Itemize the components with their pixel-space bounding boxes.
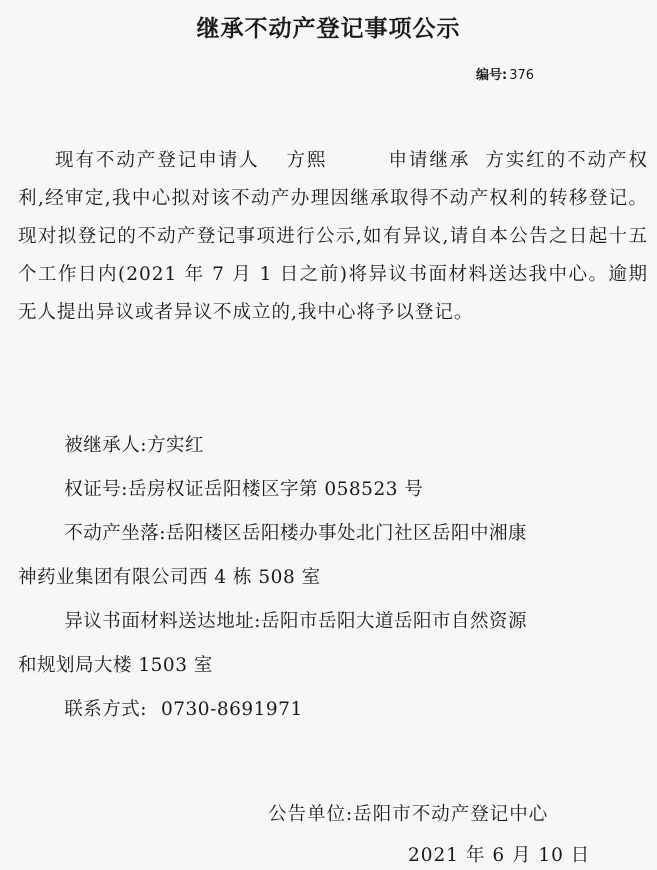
field-objection-address [18,600,648,644]
field-location-continued [18,556,648,600]
address-value-line1: 岳阳市岳阳大道岳阳市自然资源 [260,611,527,632]
contact-label: 联系方式: [64,699,147,720]
applicant-intro: 现有不动产登记申请人 [55,150,260,171]
heir-value: 方实红 [146,435,204,456]
notice-paragraph [18,142,648,332]
inherit-text: 申请继承 [387,150,471,171]
field-contact [18,688,648,732]
location-value-line1: 岳阳楼区岳阳楼办事处北门社区岳阳中湘康 [165,523,527,544]
field-certificate [18,468,648,512]
location-value-line2: 神药业集团有限公司西 4 栋 508 室 [18,567,321,588]
heir-label: 被继承人: [64,435,147,456]
field-objection-address-continued [18,644,648,688]
notice-body [18,142,648,332]
issuing-unit [268,800,548,826]
applicant-name: 方熙 [285,150,328,171]
field-location [18,512,648,556]
document-number [476,64,534,83]
address-label: 异议书面材料送达地址: [64,611,261,632]
location-label: 不动产坐落: [64,523,166,544]
notice-fields [18,424,648,732]
document-number-value: 376 [509,68,535,83]
contact-value: 0730-8691971 [160,699,303,720]
deceased-name: 方实红 [484,150,547,171]
issue-date: 2021 年 6 月 10 日 [408,845,591,866]
address-value-line2: 和规划局大楼 1503 室 [18,655,213,676]
field-heir [18,424,648,468]
issuing-unit-label: 公告单位: [268,804,354,825]
certificate-value: 岳房权证岳阳楼区字第 058523 号 [127,479,424,500]
page-title: 继承不动产登记事项公示 [196,16,461,42]
certificate-label: 权证号: [64,479,128,500]
notice-details: 的不动产权利,经审定,我中心拟对该不动产办理因继承取得不动产权利的转移登记。现对拟登记的不动产登记事项进行公示,如有异议,请自本公告之日起十五个工作日内(2021 年 7 月 1 日之前)将异议书面材料送达我中心。逾期无人提出异议或者异议不成立的,我中心将予以登记。 [18,150,648,323]
document-number-label: 编号: [476,68,508,83]
issuing-unit-value: 岳阳市不动产登记中心 [353,804,549,825]
